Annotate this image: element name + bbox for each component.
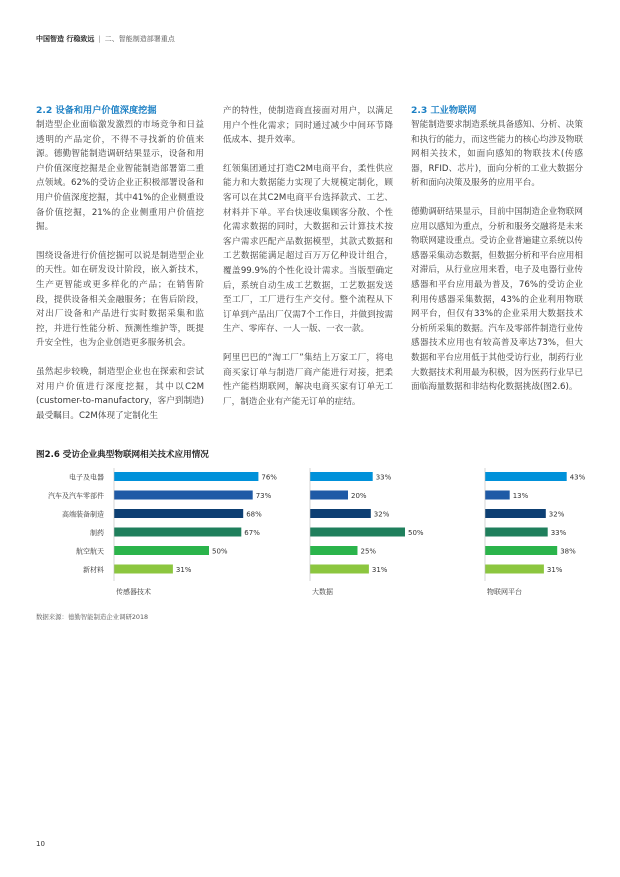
col3-paragraph-1: 智能制造要求制造系统具备感知、分析、决策和执行的能力，而这些能力的核心均涉及物联网相关技术，如面向感知的物联技术(传感器，RFID、芯片)，面向分析的工业大数据分析和面向决策及服务的应用平台。 — [411, 120, 583, 189]
bar-value-label: 25% — [360, 547, 377, 556]
category-label: 新材料 — [83, 566, 104, 574]
category-label: 航空航天 — [76, 547, 104, 556]
col2-paragraph-3: 阿里巴巴的“淘工厂”集结上万家工厂，将电商买家订单与制造厂商产能进行对接，把柔性产能档期联网，解决电商买家有订单无工厂，制造企业有产能无订单的症结。 — [223, 352, 393, 407]
category-label: 高端装备制造 — [62, 510, 104, 519]
bar — [114, 528, 241, 537]
col2-paragraph-2: 红领集团通过打造C2M电商平台，柔性供应能力和大数据能力实现了大规模定制化，顾客可以在其C2M电商平台选择款式、工艺、材料并下单。平台快速收集顾客分散、个性化需求数据的同时，大数据和云计算技术按客户需求匹配产品数据模型，其款式数据和工艺数据能满足超过百万万亿种设计组合，覆盖99.9%的个性化设计需求。当版型确定后，系统自动生成工艺数据，工艺数据发送至工厂，工厂进行生产交付。整个流程从下订单到产品出厂仅需7个工作日，并做到按需生产、零库存、一人一版、一衣一款。 — [223, 163, 393, 335]
bar-value-label: 50% — [212, 547, 228, 556]
bar — [485, 565, 544, 574]
bar-value-label: 38% — [560, 547, 576, 556]
col1-paragraph-3: 虽然起步较晚，制造型企业也在探索和尝试对用户价值进行深度挖掘，其中以C2M (customer-to-manufactory，客户到制造)最受瞩目。C2M体现了定制化生 — [36, 366, 204, 421]
bar-value-label: 13% — [512, 492, 529, 500]
page-number: 10 — [36, 840, 45, 848]
bar-value-label: 32% — [373, 510, 390, 519]
bar — [485, 528, 548, 537]
category-label: 电子及电器 — [69, 473, 104, 482]
bar — [485, 491, 510, 500]
col1-paragraph-1: 制造型企业面临激发激烈的市场竞争和日益透明的产品定价，不得不寻找新的价值来源。德勤智能制造调研结果显示，设备和用户价值深度挖掘是企业智能制造部署第二重点领域。62%的受访企业正积极部署设备和用户价值深度挖掘，其中41%的企业侧重设备价值挖掘，21%的企业侧重用户价值挖掘。 — [36, 120, 204, 233]
bar-value-label: 31% — [175, 566, 192, 574]
bar-value-label: 20% — [351, 492, 367, 500]
col3-paragraph-2: 德勤调研结果显示，目前中国制造企业物联网应用以感知为重点，分析和服务交融将是未来物联网建设重点。受访企业普遍建立系统以传感器采集动态数据，但数据分析和平台应用相对滞后，从行业应用来看，电子及电器行业传感器和平台应用最为普及，76%的受访企业利用传感器采集数据，43%的企业利用物联网平台，但仅有33%的企业采用大数据技术分析所采集的数据。汽车及零部件制造行业传感器技术应用也有较高普及率达73%，但大数据和平台应用低于其他受访行业，制药行业大数据技术利用最为积极，因为医药行业早已面临海量数据和非结构化数据挑战(图2.6)。 — [411, 206, 583, 393]
bar — [114, 509, 243, 518]
bar-value-label: 31% — [371, 566, 388, 574]
bar — [114, 491, 253, 500]
bar-value-label: 43% — [569, 473, 586, 482]
bar-value-label: 68% — [246, 510, 262, 519]
bar-value-label: 76% — [261, 473, 277, 482]
header-separator: | — [98, 35, 101, 43]
bar — [114, 546, 209, 555]
bar-value-label: 33% — [550, 529, 567, 537]
bar — [310, 509, 371, 518]
bar — [485, 546, 557, 555]
header-brand: 中国智造 行稳致远 — [36, 35, 95, 43]
bar — [485, 509, 546, 518]
bar-value-label: 73% — [255, 492, 272, 500]
bar — [310, 472, 373, 481]
header-section: 二、智能制造部署重点 — [104, 35, 175, 43]
figure-title: 图2.6 受访企业典型物联网相关技术应用情况 — [36, 450, 209, 460]
series-label: 大数据 — [312, 588, 333, 596]
col1-paragraph-2: 围绕设备进行价值挖掘可以说是制造型企业的天性。如在研发设计阶段，嵌入新技术，生产更智能或更多样化的产品；在销售阶段，提供设备相关金融服务；在售后阶段，对出厂设备和产品进行实时数据采集和监控，并进行性能分析、预测性维护等，既提升安全性，也为企业创造更多服务机会。 — [36, 250, 204, 349]
bar — [310, 491, 348, 500]
category-label: 汽车及汽车零部件 — [48, 492, 104, 500]
bar-value-label: 32% — [548, 510, 565, 519]
bar — [114, 472, 258, 481]
bar — [310, 528, 405, 537]
bar — [485, 472, 567, 481]
bar-value-label: 33% — [375, 473, 392, 482]
category-label: 制药 — [90, 529, 104, 537]
bar — [310, 546, 358, 555]
section-heading-2-2: 2.2 设备和用户价值深度挖掘 — [36, 105, 157, 116]
col2-paragraph-1: 产的特性，使制造商直接面对用户，以满足用户个性化需求；同时通过减少中间环节降低成本、提升效率。 — [223, 106, 393, 146]
bar-value-label: 50% — [408, 529, 424, 537]
bar-value-label: 67% — [244, 529, 260, 537]
series-label: 物联网平台 — [487, 588, 522, 596]
section-heading-2-3: 2.3 工业物联网 — [411, 105, 477, 116]
figure-source: 数据来源：德勤智能制造企业调研2018 — [36, 613, 149, 621]
series-label: 传感器技术 — [116, 588, 151, 596]
bar — [114, 565, 173, 574]
bar-value-label: 31% — [546, 566, 563, 574]
bar — [310, 565, 369, 574]
